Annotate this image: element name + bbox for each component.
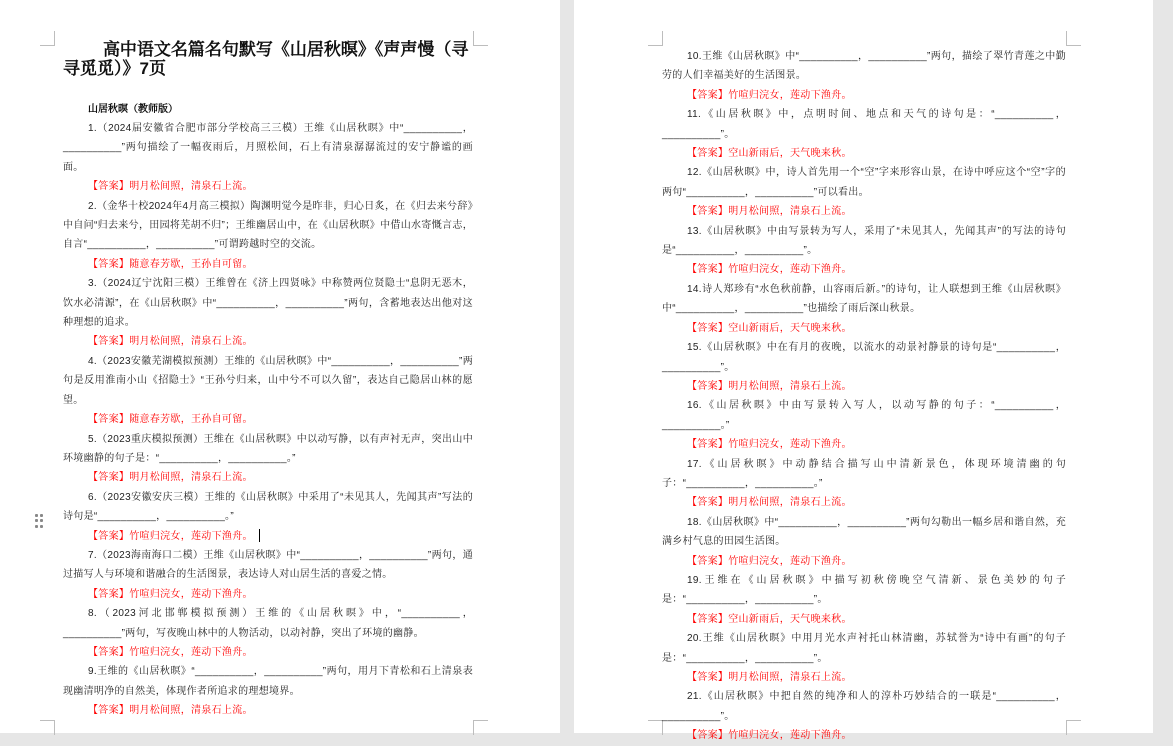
answer-line [63,643,473,662]
answer-text: 竹喧归浣女，莲动下渔舟。 [728,264,852,276]
question-item: 3.（2024辽宁沈阳三模）王维曾在《济上四贤咏》中称赞两位贤隐士“息阴无恶木，饮水必清源”，在《山居秋暝》中“__________，__________”两句，含蓄地表达出他对这种理想的追求。 [63,278,473,329]
answer-text: 竹喧归浣女，莲动下渔舟。 [728,730,852,742]
text-cursor [259,529,261,542]
answer-text: 空山新雨后，天气晚来秋。 [728,148,852,160]
answer-text: 竹喧归浣女，莲动下渔舟。 [728,555,852,567]
answer-label: 【答案】 [687,322,729,334]
answer-line [63,585,473,604]
question-item: 15.《山居秋暝》中在有月的夜晚，以流水的动景衬静景的诗句是“__________，__________”。 [662,342,1066,373]
answer-text: 明月松间照，清泉石上流。 [728,206,852,218]
margin-corner-mark [648,720,663,735]
answer-line [662,435,1066,454]
answer-label: 【答案】 [88,258,130,270]
answer-line [63,255,473,274]
answer-label: 【答案】 [687,497,729,509]
answer-label: 【答案】 [88,530,130,542]
answer-label: 【答案】 [687,380,729,392]
question-item: 13.《山居秋暝》中由写景转为写人，采用了“未见其人，先闻其声”的写法的诗句是“__________，__________”。 [662,225,1066,257]
drag-handle-icon[interactable] [35,514,43,528]
question-item: 14.诗人郑珍有“水色秋前静，山容雨后新。”的诗句，让人联想到王维《山居秋暝》中“__________，__________”也描绘了雨后深山秋景。 [662,283,1066,315]
answer-line [662,260,1066,279]
question-item: 16.《山居秋暝》中由写景转入写人，以动写静的句子：“__________，__________。” [662,400,1066,431]
answer-line [662,668,1066,687]
question-item: 20.王维《山居秋暝》中用月光水声衬托山林清幽，苏轼誉为“诗中有画”的句子是：“__________，__________”。 [662,633,1066,664]
question-item: 18.《山居秋暝》中“__________，__________”两句勾勒出一幅乡居和谐自然，充满乡村气息的田园生活图。 [662,516,1066,548]
answer-line [662,86,1066,105]
margin-corner-mark [648,31,663,46]
answer-label: 【答案】 [687,730,729,742]
answer-line [662,377,1066,396]
section-heading: 山居秋暝（教师版） [88,104,178,115]
answer-text: 竹喧归浣女，莲动下渔舟。 [728,439,852,451]
answer-text: 空山新雨后，天气晚来秋。 [728,322,852,334]
answer-line [662,610,1066,629]
answer-text: 明月松间照，清泉石上流。 [129,472,253,484]
answer-text: 明月松间照，清泉石上流。 [129,705,253,717]
answer-text: 竹喧归浣女，莲动下渔舟。 [728,89,852,101]
margin-corner-mark [40,720,55,735]
answer-text: 明月松间照，清泉石上流。 [129,181,253,193]
question-item: 10.王维《山居秋暝》中“__________，__________”两句，描绘了翠竹青莲之中勤劳的人们幸福美好的生活图景。 [662,51,1066,82]
question-item: 19.王维在《山居秋暝》中描写初秋傍晚空气清新、景色美妙的句子是：“__________，__________”。 [662,574,1066,606]
question-item: 9.王维的《山居秋暝》“__________，__________”两句，用月下青松和石上清泉表现幽清明净的自然美，体现作者所追求的理想境界。 [63,666,473,697]
answer-text: 竹喧归浣女，莲动下渔舟。 [129,588,253,600]
answer-label: 【答案】 [88,646,130,658]
question-item: 21.《山居秋暝》中把自然的纯净和人的淳朴巧妙结合的一联是“__________，__________”。 [662,691,1066,722]
answer-line [662,726,1066,745]
answer-text: 明月松间照，清泉石上流。 [728,497,852,509]
question-item: 5.（2023重庆模拟预测）王维在《山居秋暝》中以动写静，以有声衬无声，突出山中环境幽静的句子是：“__________，__________。” [63,433,473,464]
answer-text: 明月松间照，清泉石上流。 [728,672,852,683]
answer-line [662,202,1066,221]
answer-text: 随意春芳歇，王孙自可留。 [129,414,253,426]
answer-text: 明月松间照，清泉石上流。 [728,380,852,392]
margin-corner-mark [1066,31,1081,46]
answer-label: 【答案】 [88,181,130,193]
question-item: 1.（2024届安徽省合肥市部分学校高三三模）王维《山居秋暝》中“__________，__________”两句描绘了一幅夜雨后，月照松间，石上有清泉潺潺流过的安宁静谧的画面。 [63,123,473,173]
answer-label: 【答案】 [687,264,729,276]
answer-line [63,527,473,546]
answer-label: 【答案】 [687,672,729,683]
answer-label: 【答案】 [687,206,729,218]
answer-line [662,144,1066,163]
margin-corner-mark [473,31,488,46]
answer-label: 【答案】 [687,89,729,101]
question-item: 6.（2023安徽安庆三模）王维的《山居秋暝》中采用了“未见其人，先闻其声”写法的诗句是“__________，__________。” [63,491,473,523]
answer-line [63,410,473,429]
answer-text: 空山新雨后，天气晚来秋。 [728,613,852,625]
answer-line [63,332,473,351]
question-item: 12.《山居秋暝》中，诗人首先用一个“空”字来形容山景，在诗中呼应这个“空”字的两句“__________，__________”可以看出。 [662,167,1066,198]
answer-text: 随意春芳歇，王孙自可留。 [129,258,253,270]
answer-line [662,552,1066,571]
page-1-content[interactable] [63,40,473,721]
answer-line [662,319,1066,338]
document-page-2 [574,0,1153,742]
question-item: 4.（2023安徽芜湖模拟预测）王维的《山居秋暝》中“__________，__________”两句是反用淮南小山《招隐士》“王孙兮归来，山中兮不可以久留”，表达自己隐居山林的愿望。 [63,355,473,406]
answer-line [63,701,473,720]
page-2-content[interactable] [662,47,1066,746]
question-item: 11.《山居秋暝》中，点明时间、地点和天气的诗句是：“__________，__________”。 [662,109,1066,140]
question-item: 7.（2023海南海口二模）王维《山居秋暝》中“__________，__________”两句，通过描写人与环境和谐融合的生活图景，表达诗人对山居生活的喜爱之情。 [63,549,473,581]
document-page-1 [0,0,560,733]
margin-corner-mark [40,31,55,46]
answer-label: 【答案】 [88,336,130,348]
answer-label: 【答案】 [687,613,729,625]
answer-text: 竹喧归浣女，莲动下渔舟。 [129,530,253,542]
answer-line [63,468,473,487]
margin-corner-mark [1066,720,1081,735]
document-title: 高中语文名篇名句默写《山居秋暝》《声声慢（寻寻觅觅）》7页 [63,40,469,78]
answer-label: 【答案】 [687,148,729,160]
answer-label: 【答案】 [88,705,130,717]
answer-text: 竹喧归浣女，莲动下渔舟。 [129,646,253,658]
answer-label: 【答案】 [88,472,130,484]
question-item: 8.（2023河北邯郸模拟预测）王维的《山居秋暝》中，“__________，__________”两句，写夜晚山林中的人物活动，以动衬静，突出了环境的幽静。 [63,608,473,639]
answer-line [662,493,1066,512]
margin-corner-mark [473,720,488,735]
answer-line [63,177,473,196]
answer-text: 明月松间照，清泉石上流。 [129,336,253,348]
answer-label: 【答案】 [687,555,729,567]
answer-label: 【答案】 [687,439,729,451]
question-item: 17.《山居秋暝》中动静结合描写山中清新景色，体现环境清幽的句子：“__________，__________。” [662,458,1066,489]
answer-label: 【答案】 [88,414,130,426]
answer-label: 【答案】 [88,588,130,600]
question-item: 2.（金华十校2024年4月高三模拟）陶渊明觉今是昨非，归心日炙，在《归去来兮辞》中自问“归去来兮，田园将芜胡不归”；王维幽居山中，在《山居秋暝》中借山水寄慨言志，自言“__________，__________”可谓跨越时空的交流。 [63,200,473,251]
